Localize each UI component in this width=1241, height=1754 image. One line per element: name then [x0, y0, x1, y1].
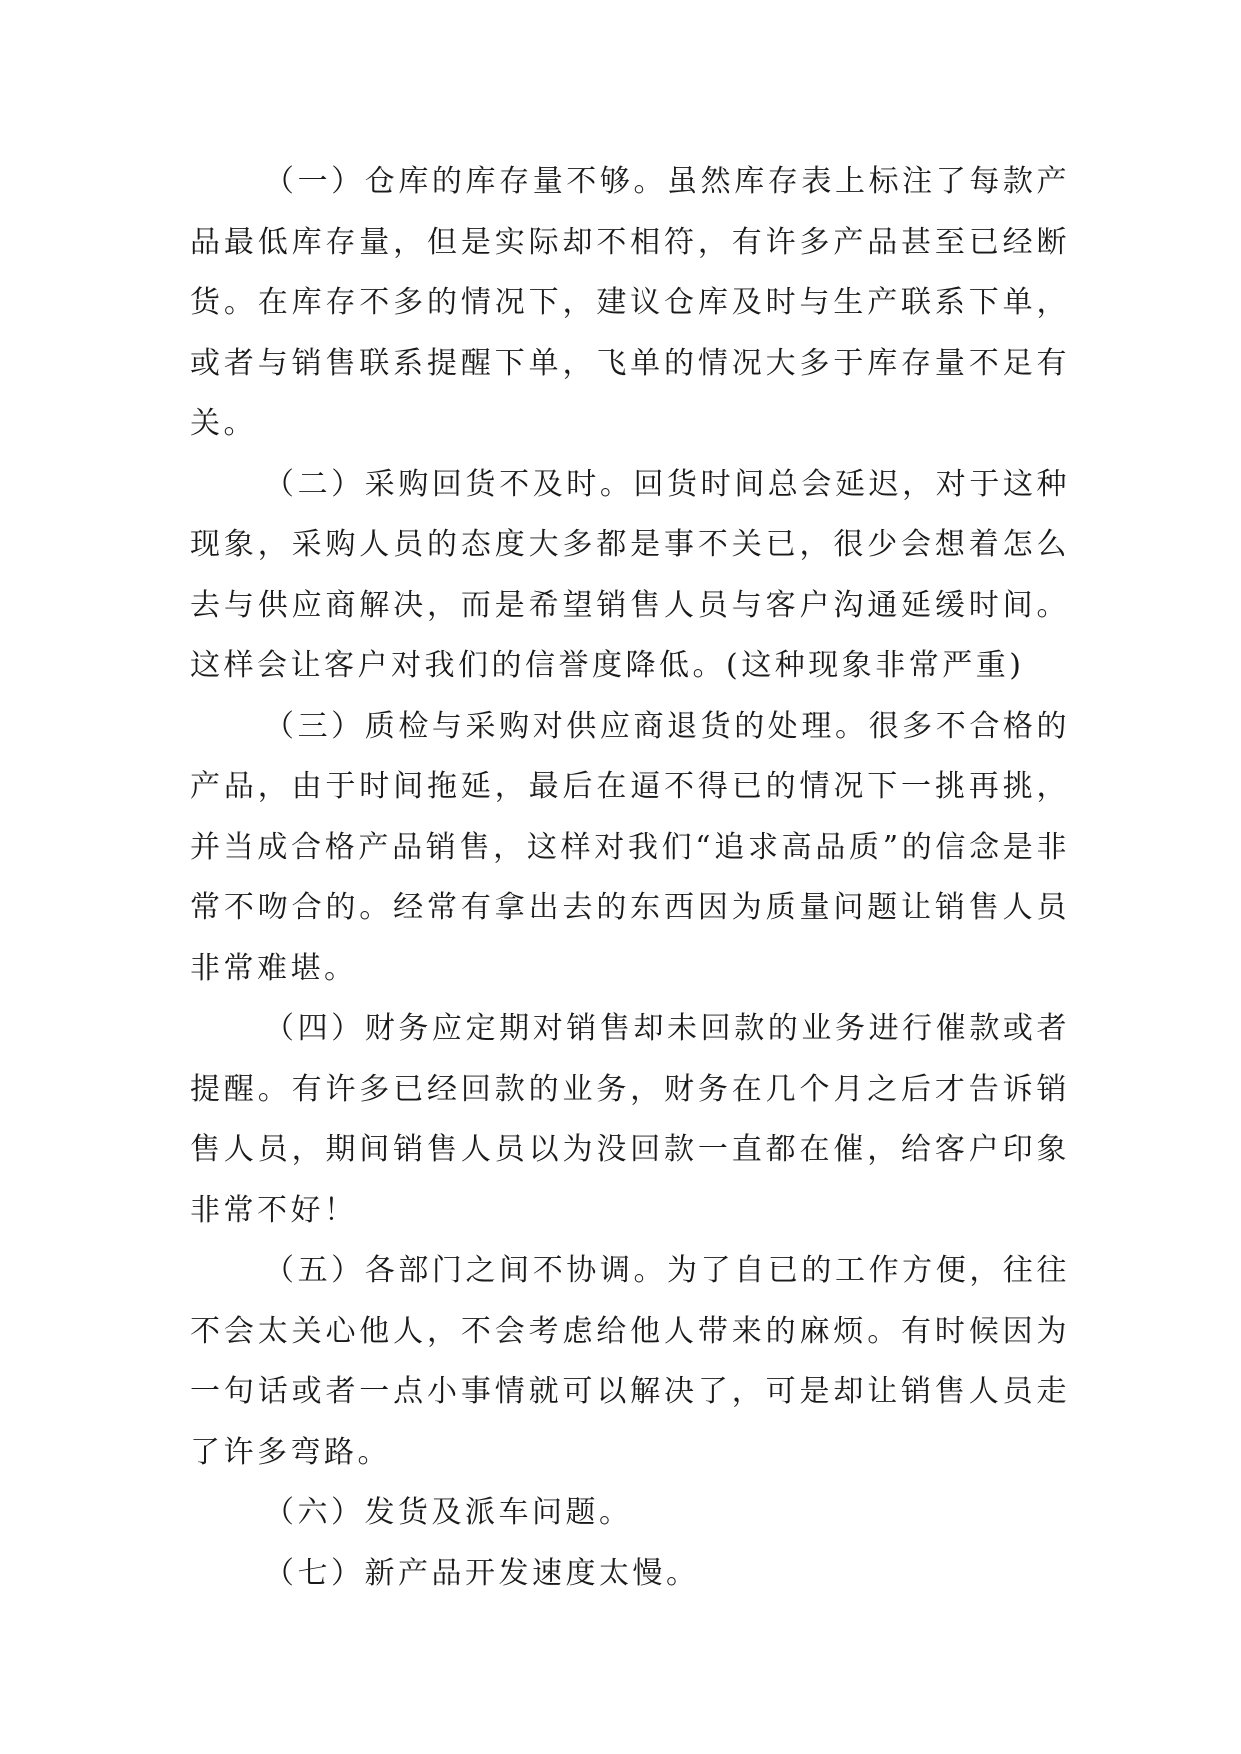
paragraph-3: （三）质检与采购对供应商退货的处理。很多不合格的产品，由于时间拖延，最后在逼不得已的情况下一挑再挑，并当成合格产品销售，这样对我们“追求高品质”的信念是非常不吻合的。经常有拿出去的东西因为质量问题让销售人员非常难堪。 [190, 708, 1070, 986]
paragraph-1: （一）仓库的库存量不够。虽然库存表上标注了每款产品最低库存量，但是实际却不相符，有许多产品甚至已经断货。在库存不多的情况下，建议仓库及时与生产联系下单，或者与销售联系提醒下单，飞单的情况大多于库存量不足有关。 [190, 164, 1070, 441]
paragraph-7: （七）新产品开发速度太慢。 [264, 1555, 700, 1591]
paragraph-5: （五）各部门之间不协调。为了自已的工作方便，往往不会太关心他人，不会考虑给他人带来的麻烦。有时候因为一句话或者一点小事情就可以解决了，可是却让销售人员走了许多弯路。 [190, 1253, 1070, 1470]
paragraph-6: （六）发货及派车问题。 [264, 1495, 633, 1530]
paragraph-4: （四）财务应定期对销售却未回款的业务进行催款或者提醒。有许多已经回款的业务，财务在几个月之后才告诉销售人员，期间销售人员以为没回款一直都在催，给客户印象非常不好！ [190, 1011, 1070, 1228]
paragraph-2: （二）采购回货不及时。回货时间总会延迟，对于这种现象，采购人员的态度大多都是事不关已，很少会想着怎么去与供应商解决，而是希望销售人员与客户沟通延缓时间。这样会让客户对我们的信誉度降低。(这种现象非常严重) [190, 466, 1070, 683]
document-body [190, 152, 1070, 1604]
